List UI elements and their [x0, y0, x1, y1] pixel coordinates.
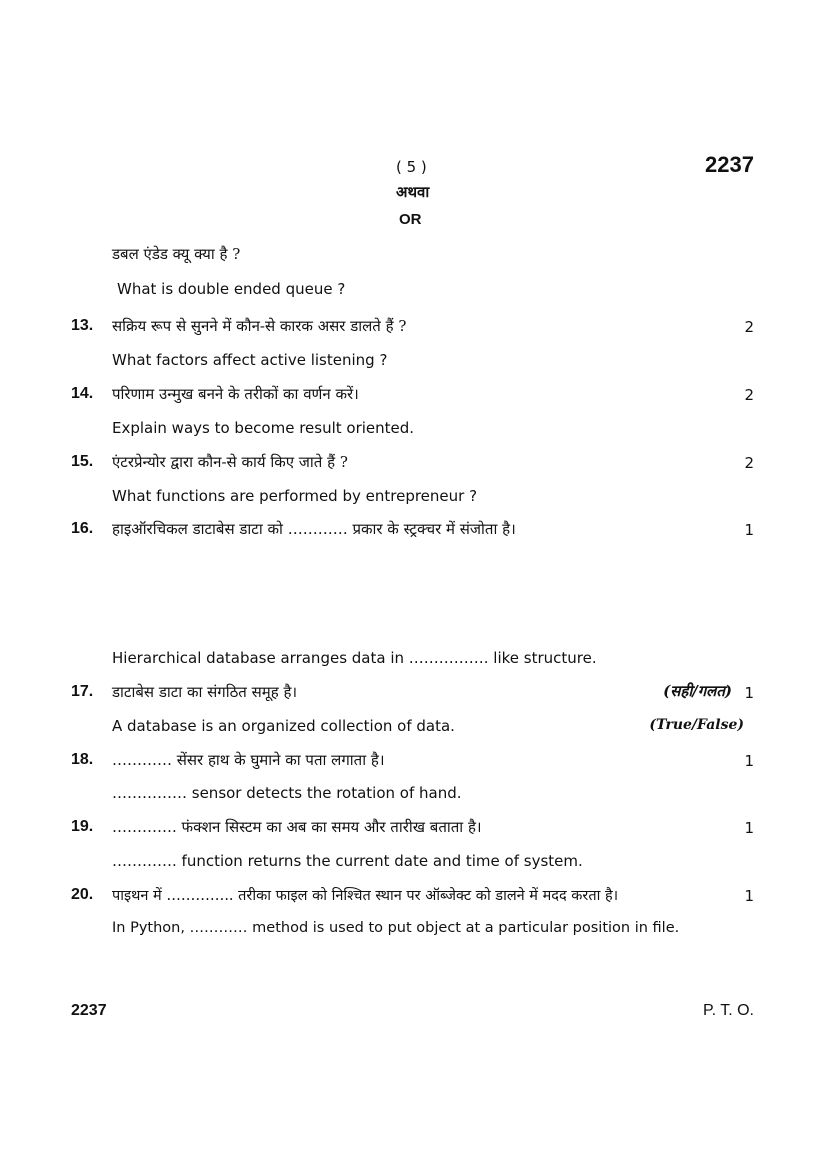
- question-hindi: परिणाम उन्मुख बनने के तरीकों का वर्णन करें।: [112, 385, 359, 403]
- question-number: 14.: [71, 385, 94, 402]
- question-number: 20.: [71, 886, 94, 903]
- question-english: …………. function returns the current date and time of system.: [112, 852, 583, 870]
- intro-english: What is double ended queue ?: [117, 280, 346, 298]
- question-marks: 1: [744, 887, 754, 905]
- question-english: What functions are performed by entrepreneur ?: [112, 487, 478, 505]
- question-hindi: हाइऑरचिकल डाटाबेस डाटा को ………… प्रकार के स्ट्रक्चर में संजोता है।: [112, 520, 516, 538]
- question-english: In Python, ………… method is used to put object at a particular position in file.: [112, 920, 680, 936]
- footer-code: 2237: [71, 1002, 107, 1019]
- question-english: …………… sensor detects the rotation of hand.: [112, 784, 462, 802]
- question-marks: 2: [744, 386, 754, 404]
- page-number: ( 5 ): [396, 158, 427, 176]
- question-english: Hierarchical database arranges data in ……………. like structure.: [112, 649, 597, 667]
- question-number: 19.: [71, 818, 94, 835]
- question-hindi: डाटाबेस डाटा का संगठित समूह है।: [112, 683, 298, 701]
- question-english: Explain ways to become result oriented.: [112, 419, 415, 437]
- pto-label: P. T. O.: [703, 1002, 754, 1019]
- or-heading: OR: [399, 211, 422, 228]
- question-number: 16.: [71, 520, 94, 537]
- question-hindi: एंटरप्रेन्योर द्वारा कौन-से कार्य किए जाते हैं ?: [112, 453, 348, 471]
- question-english: What factors affect active listening ?: [112, 351, 388, 369]
- question-number: 18.: [71, 751, 94, 768]
- question-number: 17.: [71, 683, 94, 700]
- question-number: 13.: [71, 317, 94, 334]
- question-hindi: सक्रिय रूप से सुनने में कौन-से कारक असर डालते हैं ?: [112, 317, 407, 335]
- paper-code: 2237: [705, 152, 754, 177]
- question-marks: 1: [744, 521, 754, 539]
- question-number: 15.: [71, 453, 94, 470]
- question-marks: 1: [744, 752, 754, 770]
- true-false-tag-english: (True/False): [649, 717, 744, 733]
- question-marks: 1: [744, 684, 754, 702]
- question-marks: 2: [744, 454, 754, 472]
- question-english: A database is an organized collection of data.: [112, 717, 455, 735]
- athva-heading: अथवा: [396, 183, 430, 201]
- question-hindi: पाइथन में ………….. तरीका फाइल को निश्चित स्थान पर ऑब्जेक्ट को डालने में मदद करता है।: [112, 888, 619, 904]
- question-hindi: ………… सेंसर हाथ के घुमाने का पता लगाता है।: [112, 751, 385, 769]
- intro-hindi: डबल एंडेड क्यू क्या है ?: [112, 245, 241, 263]
- question-marks: 1: [744, 819, 754, 837]
- question-hindi: …………. फंक्शन सिस्टम का अब का समय और तारीख बताता है।: [112, 818, 482, 836]
- question-marks: 2: [744, 318, 754, 336]
- true-false-tag-hindi: (सही/गलत): [663, 682, 732, 700]
